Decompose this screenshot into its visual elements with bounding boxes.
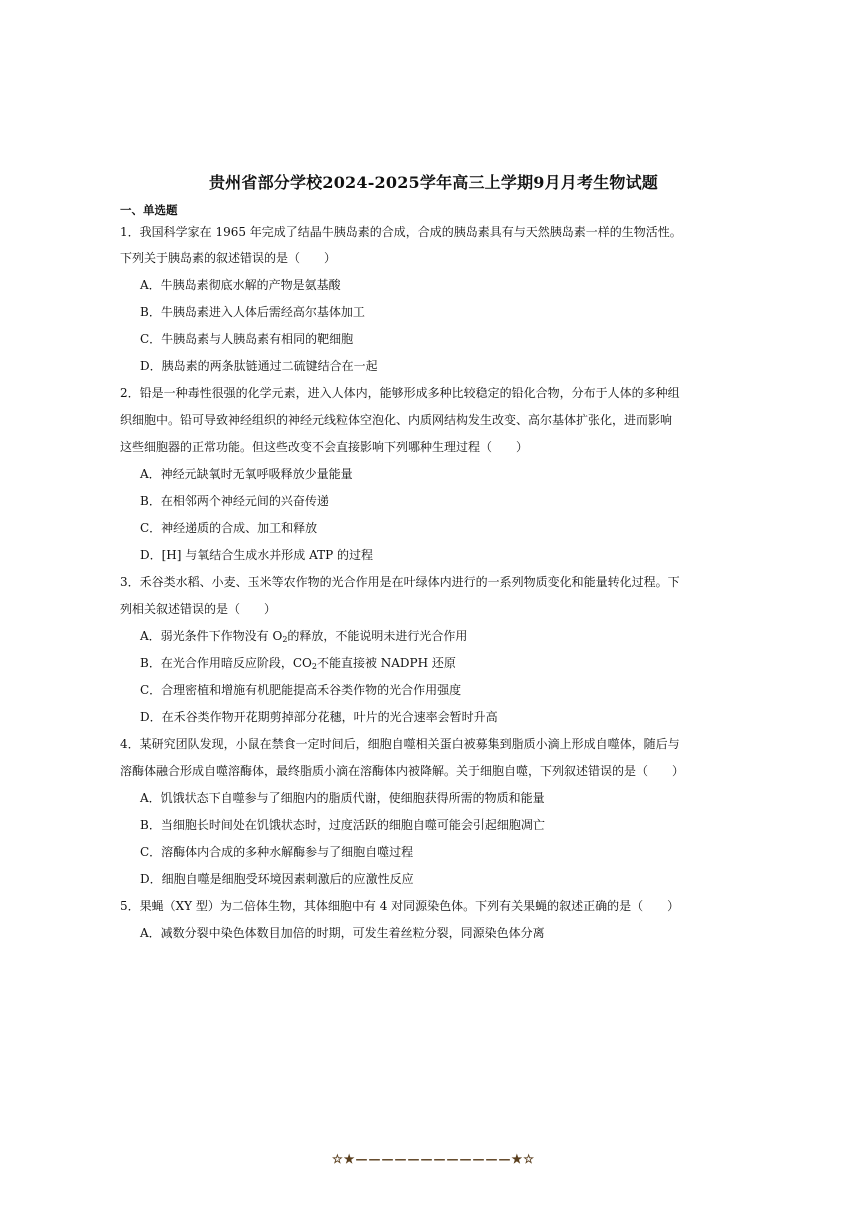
q3-option-a [140,628,467,648]
q5-stem-line-1: 5．果蝇（XY 型）为二倍体生物，其体细胞中有 4 对同源染色体。下列有关果蝇的叙述正确的是（ ） [120,899,680,913]
q4-option-c: C．溶酶体内合成的多种水解酶参与了细胞自噬过程 [140,845,414,859]
q3-option-b [140,655,456,675]
q3-stem-line-1: 3．禾谷类水稻、小麦、玉米等农作物的光合作用是在叶绿体内进行的一系列物质变化和能量转化过程。下 [120,575,680,589]
q1-stem-line-2: 下列关于胰岛素的叙述错误的是（ ） [120,251,337,265]
q1-option-c: C．牛胰岛素与人胰岛素有相同的靶细胞 [140,332,354,346]
q1-option-b: B．牛胰岛素进入人体后需经高尔基体加工 [140,305,365,319]
q3-option-d: D．在禾谷类作物开花期剪掉部分花穗，叶片的光合速率会暂时升高 [140,710,498,724]
q3-option-b-subscript: 2 [311,662,317,671]
q2-option-b: B．在相邻两个神经元间的兴奋传递 [140,494,329,508]
q2-stem-line-1: 2．铅是一种毒性很强的化学元素，进入人体内，能够形成多种比较稳定的铅化合物，分布于人体的多种组 [120,386,680,400]
q3-option-c: C．合理密植和增施有机肥能提高禾谷类作物的光合作用强度 [140,683,462,697]
q4-stem-line-1: 4．某研究团队发现，小鼠在禁食一定时间后，细胞自噬相关蛋白被募集到脂质小滴上形成自噬体，随后与 [120,737,680,751]
q3-option-b-text-2: 不能直接被 NADPH 还原 [316,656,456,670]
q3-option-a-subscript: 2 [282,635,288,644]
q2-option-c: C．神经递质的合成、加工和释放 [140,521,318,535]
q2-stem-line-2: 织细胞中。铅可导致神经组织的神经元线粒体空泡化、内质网结构发生改变、高尔基体扩张化，进而影响 [120,413,673,427]
q2-stem-line-3: 这些细胞器的正常功能。但这些改变不会直接影响下列哪种生理过程（ ） [120,440,529,454]
q4-option-b: B．当细胞长时间处在饥饿状态时，过度活跃的细胞自噬可能会引起细胞凋亡 [140,818,545,832]
q5-option-a: A．减数分裂中染色体数目加倍的时期，可发生着丝粒分裂，同源染色体分离 [140,926,545,940]
q1-stem-line-1: 1．我国科学家在 1965 年完成了结晶牛胰岛素的合成，合成的胰岛素具有与天然胰岛素一样的生物活性。 [120,225,682,239]
q3-option-b-text-1: B．在光合作用暗反应阶段，CO [140,656,312,670]
q3-option-a-text-1: A．弱光条件下作物没有 O [140,629,283,643]
q2-option-a: A．神经元缺氧时无氧呼吸释放少量能量 [140,467,353,481]
section-heading: 一、单选题 [120,203,178,217]
q4-option-a: A．饥饿状态下自噬参与了细胞内的脂质代谢，使细胞获得所需的物质和能量 [140,791,545,805]
q3-stem-line-2: 列相关叙述错误的是（ ） [120,602,277,616]
q1-option-a: A．牛胰岛素彻底水解的产物是氨基酸 [140,278,341,292]
q1-option-d: D．胰岛素的两条肽链通过二硫键结合在一起 [140,359,378,373]
q2-option-d: D．[H] 与氧结合生成水并形成 ATP 的过程 [140,548,373,562]
page-title: 贵州省部分学校2024-2025学年高三上学期9月月考生物试题 [208,173,659,192]
footer-ornament: ☆★————————————★☆ [331,1152,536,1166]
q3-option-a-text-2: 的释放，不能说明未进行光合作用 [287,629,468,643]
q4-option-d: D．细胞自噬是细胞受环境因素刺激后的应激性反应 [140,872,414,886]
q4-stem-line-2: 溶酶体融合形成自噬溶酶体，最终脂质小滴在溶酶体内被降解。关于细胞自噬，下列叙述错误的是（ ） [120,764,685,778]
